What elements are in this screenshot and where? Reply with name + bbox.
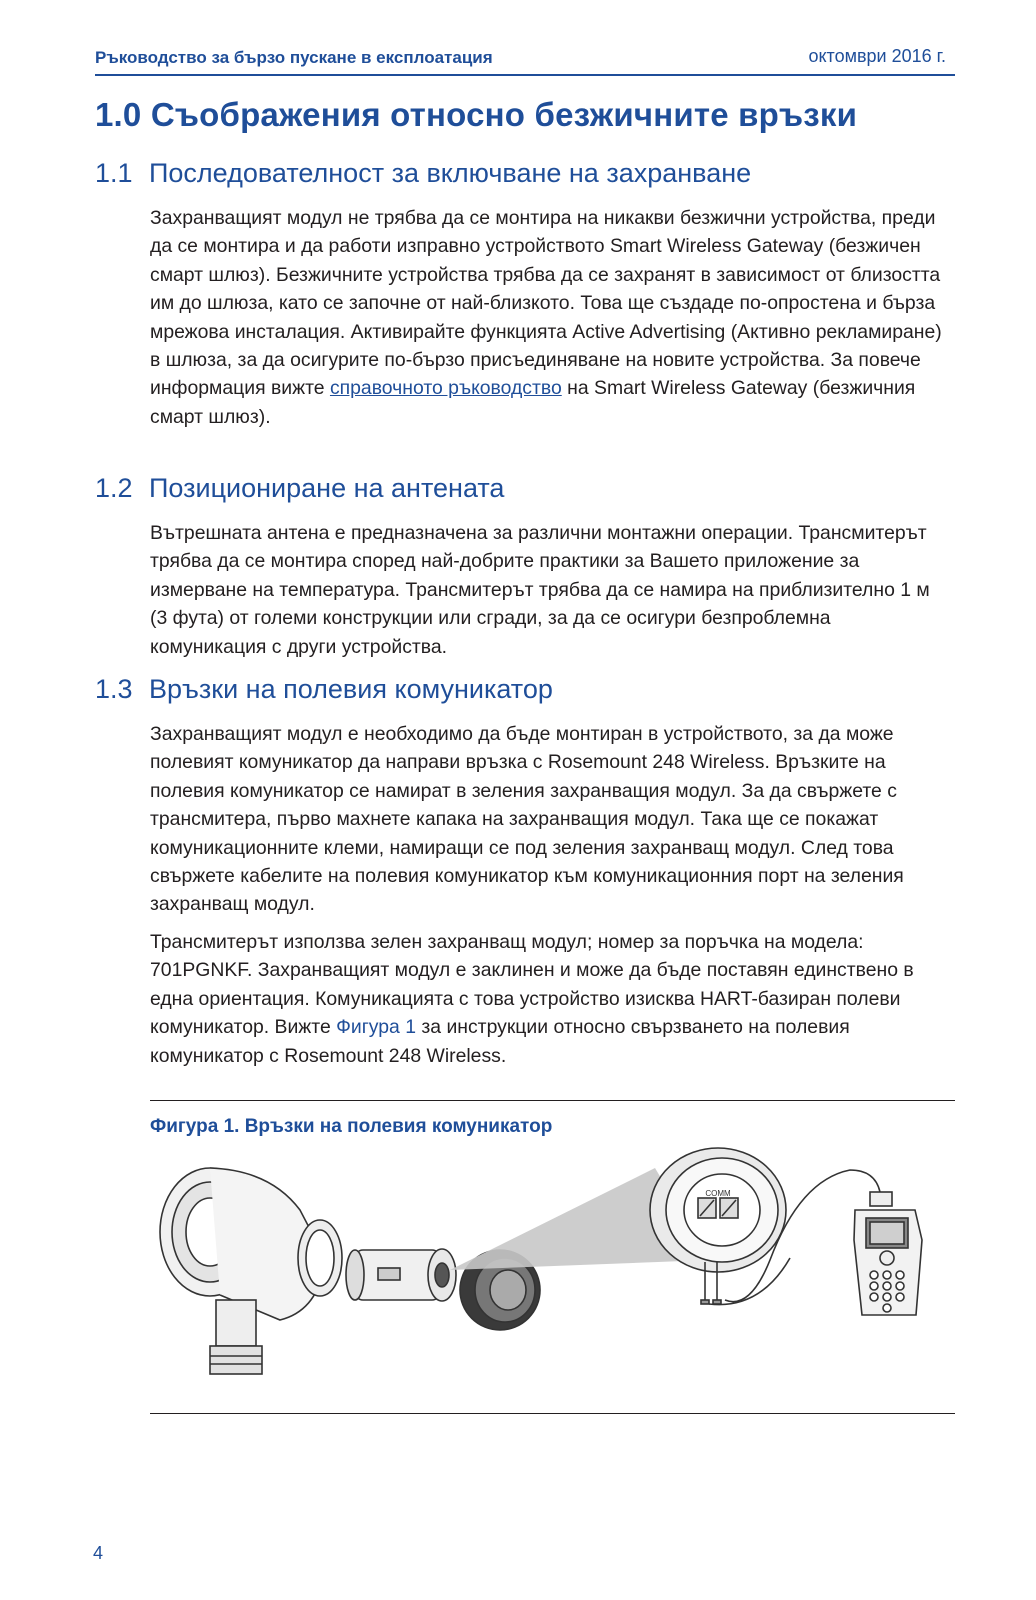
subsection-number: 1.1 [95,158,133,188]
paragraph-text: Захранващият модул не трябва да се монтира на никакви безжични устройства, преди да се монтира и да работи изправно устройството Smart Wireless Gateway (безжичен смарт шлюз). Безжичните устройства трябва да се захранят в зависимост от близостта им до шлюза, като се започне от най-близкото. Това ще създаде по-опростена и бърза мрежова инсталация. Активирайте функцията Active Advertising (Активно рекламиране) в шлюза, за да осигурите по-бързо присъединяване на новите устройства. За повече информация вижте [150,207,942,400]
figure-bottom-rule [150,1413,955,1414]
communication-terminal-closeup [650,1148,786,1272]
running-header-title: Ръководство за бързо пускане в експлоатация [95,48,493,67]
field-communicator-connections-illustration [150,1140,950,1420]
comm-label: COMM [705,1189,731,1198]
figure-top-rule [150,1100,955,1101]
subsection-number: 1.2 [95,473,133,503]
subsection-title: Позициониране на антената [149,473,505,503]
paragraph-antenna: Вътрешната антена е предназначена за различни монтажни операции. Трансмитерът трябва да се монтира според най-добрите практики за Вашето приложение за измерване на температура. Трансмитерът трябва да се намира на приблизително 1 м (3 фута) от големи конструкции или сгради, за да се осигури безпроблемна комуникация с други устройства. [150,522,930,658]
paragraph-text: на Smart Wireless Gateway (безжичния смарт шлюз). [150,377,916,428]
paragraph-text: за инструкции относно свързването на полевия комуникатор с Rosemount 248 Wireless. [150,1016,850,1067]
transmitter-housing [160,1168,342,1374]
paragraph-communicator-1: Захранващият модул е необходимо да бъде монтиран в устройството, за да може полевият комуникатор да направи връзка с Rosemount 248 Wireless. Връзките на полевия комуникатор се намират в зеления захранващия модул. За да свържете с трансмитера, първо махнете капака на захранващия модул. Така ще се покажат комуникационните клеми, намиращи се под зеления захранващ модул. След това свържете кабелите на полевия комуникатор към комуникационния порт на зеления захранващ модул. [150,723,904,916]
running-header-date: октомври 2016 г. [808,46,946,66]
paragraph-communicator-2 [150,928,950,1070]
subsection-heading-1-2 [95,473,504,504]
reference-manual-link[interactable]: справочното ръководство [329,377,562,400]
field-communicator-device [854,1192,922,1315]
paragraph-text: Трансмитерът използва зелен захранващ модул; номер за поръчка на модела: 701PGNKF. Захранващият модул е заклинен и може да бъде поставян единствено в една ориентация. Комуникацията с това устройство изисква HART-базиран полеви комуникатор. Вижте [150,931,914,1039]
subsection-heading-1-3 [95,674,553,705]
figure-1-link[interactable]: Фигура 1 [336,1016,416,1039]
header-divider [95,74,955,76]
section-heading: 1.0 Съображения относно безжичните връзки [95,96,858,133]
subsection-number: 1.3 [95,674,133,704]
figure-title: Фигура 1. Връзки на полевия комуникатор [150,1116,553,1137]
power-module [346,1249,456,1301]
page-number: 4 [93,1543,104,1563]
paragraph-power-sequence [150,204,950,431]
subsection-title: Връзки на полевия комуникатор [149,674,553,704]
subsection-heading-1-1 [95,158,751,189]
subsection-title: Последователност за включване на захранване [149,158,752,188]
